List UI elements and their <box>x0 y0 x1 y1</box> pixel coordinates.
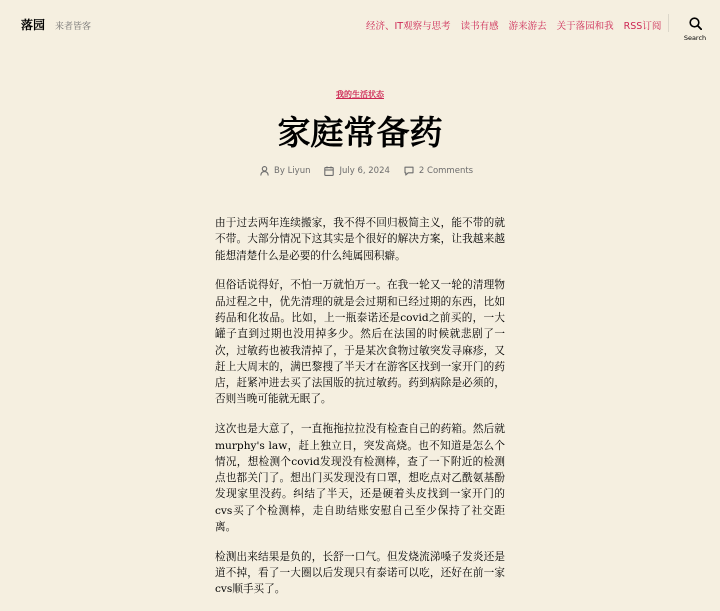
search-toggle-button[interactable] <box>681 17 709 47</box>
content-paragraph: 这次也是大意了，一直拖拖拉拉没有检查自己的药箱。然后就murphy's law，赶上独立日，突发高烧。也不知道是怎么个情况，想检测个covid发现没有检测棒，查了一下附近的检测点也都关门了。想出门买发现没有口罩，想吃点对乙酰氨基酚发现家里没药。纠结了半天，还是硬着头皮找到一家开门的cvs买了个检测棒，走自助结账安慰自己至少保持了社交距离。 <box>215 423 505 534</box>
site-header <box>0 0 720 50</box>
user-icon <box>260 166 269 176</box>
category-link[interactable]: 我的生活状态 <box>336 90 384 99</box>
nav-item-rss[interactable]: RSS订阅 <box>623 21 662 32</box>
date-link[interactable]: July 6, 2024 <box>339 166 390 176</box>
header-divider <box>668 14 669 32</box>
comments-link[interactable]: 2 Comments <box>418 166 474 176</box>
comment-icon <box>404 166 414 176</box>
post-category <box>0 89 720 100</box>
nav-item-about[interactable]: 关于落园和我 <box>556 21 614 32</box>
site-title[interactable]: 落园 <box>21 18 46 32</box>
nav-item-travel[interactable]: 游来游去 <box>508 21 547 32</box>
nav-item-economics-it[interactable]: 经济、IT观察与思考 <box>366 21 451 32</box>
nav-item-reading[interactable]: 读书有感 <box>460 21 499 32</box>
search-label: Search <box>683 34 707 42</box>
search-icon <box>689 17 702 30</box>
primary-nav <box>366 18 671 32</box>
post-author <box>260 166 310 176</box>
post-comments <box>404 166 473 176</box>
post-title: 家庭常备药 <box>277 113 443 152</box>
post-content <box>215 215 505 611</box>
post-meta <box>260 166 500 176</box>
content-paragraph: 由于过去两年连续搬家，我不得不回归极简主义，能不带的就不带。大部分情况下这其实是个很好的解决方案，让我越来越能想清楚什么是必要的什么纯属囤积癖。 <box>215 217 505 262</box>
site-description: 来者皆客 <box>55 22 92 32</box>
post-date <box>324 166 389 176</box>
content-paragraph: 但俗话说得好，不怕一万就怕万一。在我一轮又一轮的清理物品过程之中，优先清理的就是会过期和已经过期的东西，比如药品和化妆品。比如，上一瓶泰诺还是covid之前买的，一大罐子直到过期也没用掉多少。然后在法国的时候就悲剧了一次，过敏药也被我清掉了，于是某次食物过敏突发寻麻疹，又赶上大周末的，满巴黎搜了半天才在游客区找到一家开门的药店，赶紧冲进去买了法国版的抗过敏药。药到病除是必须的，否则当晚可能就无眠了。 <box>215 279 505 406</box>
content-paragraph: 检测出来结果是负的，长舒一口气。但发烧流涕嗓子发炎还是道不掉，看了一大圈以后发现只有泰诺可以吃，还好在前一家cvs顺手买了。 <box>215 550 505 596</box>
calendar-icon <box>324 166 334 176</box>
author-link[interactable]: By Liyun <box>274 166 311 176</box>
